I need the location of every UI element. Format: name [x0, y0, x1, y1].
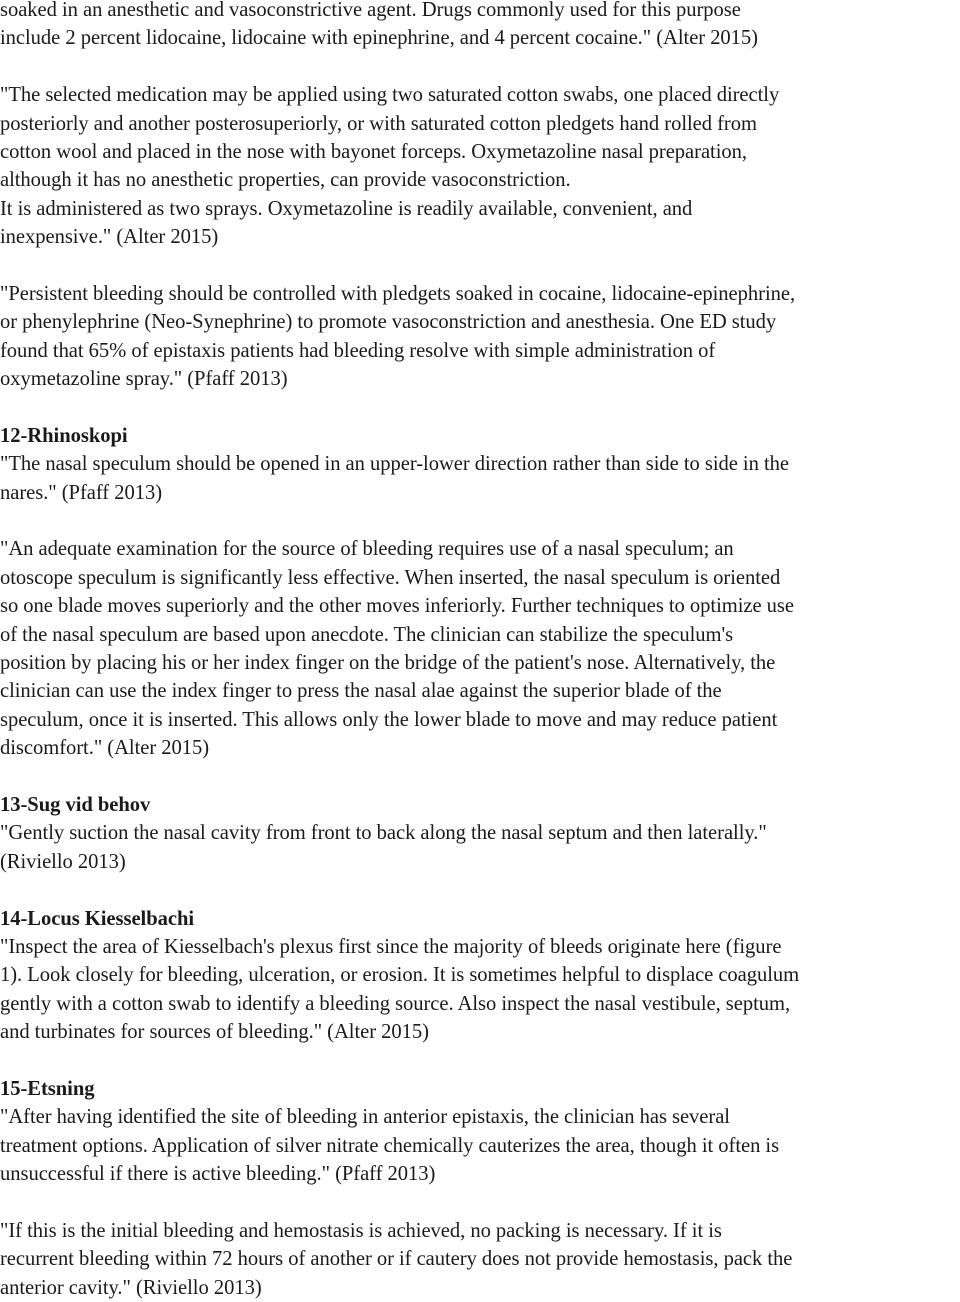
text-line: (Riviello 2013): [0, 850, 126, 873]
paragraph-spacer: [0, 1046, 960, 1074]
section-heading: 14-Locus Kiesselbachi: [0, 907, 195, 930]
section-s14: [0, 905, 960, 1047]
text-line: "The selected medication may be applied using two saturated cotton swabs, one placed directly: [0, 84, 780, 107]
paragraph-p5: [0, 1217, 960, 1302]
paragraph-spacer: [0, 763, 960, 791]
text-line: or phenylephrine (Neo-Synephrine) to promote vasoconstriction and anesthesia. One ED study: [0, 311, 777, 334]
text-line: "Gently suction the nasal cavity from front to back along the nasal septum and then laterally.": [0, 822, 767, 845]
text-line: speculum, once it is inserted. This allows only the lower blade to move and may reduce patient: [0, 708, 778, 731]
paragraph-p4: [0, 535, 960, 762]
text-line: "Persistent bleeding should be controlled with pledgets soaked in cocaine, lidocaine-epinephrine,: [0, 282, 796, 305]
text-line: treatment options. Application of silver nitrate chemically cauterizes the area, though it often is: [0, 1134, 780, 1157]
text-line: and turbinates for sources of bleeding." (Alter 2015): [0, 1021, 429, 1044]
text-line: oxymetazoline spray." (Pfaff 2013): [0, 368, 288, 391]
paragraph-spacer: [0, 53, 960, 81]
text-line: unsuccessful if there is active bleeding." (Pfaff 2013): [0, 1163, 436, 1186]
section-s12: [0, 422, 960, 507]
text-line: recurrent bleeding within 72 hours of another or if cautery does not provide hemostasis, pack the: [0, 1248, 793, 1271]
text-line: discomfort." (Alter 2015): [0, 737, 210, 760]
text-line: soaked in an anesthetic and vasoconstrictive agent. Drugs commonly used for this purpose: [0, 0, 741, 21]
text-line: of the nasal speculum are based upon anecdote. The clinician can stabilize the speculum's: [0, 623, 734, 646]
text-line: although it has no anesthetic properties, can provide vasoconstriction.: [0, 169, 571, 192]
text-line: clinician can use the index finger to press the nasal alae against the superior blade of the: [0, 680, 722, 703]
paragraph-spacer: [0, 1188, 960, 1216]
text-line: "The nasal speculum should be opened in an upper-lower direction rather than side to side in the: [0, 453, 789, 476]
paragraph-p3: [0, 280, 960, 394]
paragraph-spacer: [0, 252, 960, 280]
paragraph-p2: [0, 81, 960, 251]
text-line: anterior cavity." (Riviello 2013): [0, 1276, 262, 1299]
section-heading: 12-Rhinoskopi: [0, 424, 128, 447]
text-line: so one blade moves superiorly and the other moves inferiorly. Further techniques to optimize use: [0, 595, 794, 618]
section-s13: [0, 791, 960, 876]
text-line: inexpensive." (Alter 2015): [0, 226, 219, 249]
paragraph-p1: [0, 0, 960, 53]
text-line: found that 65% of epistaxis patients had bleeding resolve with simple administration of: [0, 339, 716, 362]
text-line: cotton wool and placed in the nose with bayonet forceps. Oxymetazoline nasal preparation,: [0, 140, 747, 163]
text-line: "After having identified the site of bleeding in anterior epistaxis, the clinician has several: [0, 1106, 730, 1129]
text-line: 1). Look closely for bleeding, ulceration, or erosion. It is sometimes helpful to displace coagulum: [0, 964, 800, 987]
text-line: "An adequate examination for the source of bleeding requires use of a nasal speculum; an: [0, 538, 734, 561]
text-line: gently with a cotton swab to identify a bleeding source. Also inspect the nasal vestibule, septum,: [0, 992, 791, 1015]
paragraph-spacer: [0, 876, 960, 904]
section-heading: 15-Etsning: [0, 1077, 95, 1100]
text-line: position by placing his or her index finger on the bridge of the patient's nose. Alternatively, the: [0, 651, 776, 674]
section-heading: 13-Sug vid behov: [0, 793, 151, 816]
text-line: nares." (Pfaff 2013): [0, 481, 163, 504]
text-line: "If this is the initial bleeding and hemostasis is achieved, no packing is necessary. If it is: [0, 1219, 722, 1242]
paragraph-spacer: [0, 507, 960, 535]
text-line: "Inspect the area of Kiesselbach's plexus first since the majority of bleeds originate here (figure: [0, 935, 782, 958]
text-line: It is administered as two sprays. Oxymetazoline is readily available, convenient, and: [0, 197, 693, 220]
section-s15: [0, 1075, 960, 1189]
text-line: include 2 percent lidocaine, lidocaine with epinephrine, and 4 percent cocaine." (Alter 2015): [0, 27, 758, 50]
text-line: posteriorly and another posterosuperiorly, or with saturated cotton pledgets hand rolled from: [0, 112, 757, 135]
paragraph-spacer: [0, 393, 960, 421]
text-line: otoscope speculum is significantly less effective. When inserted, the nasal speculum is oriented: [0, 566, 781, 589]
